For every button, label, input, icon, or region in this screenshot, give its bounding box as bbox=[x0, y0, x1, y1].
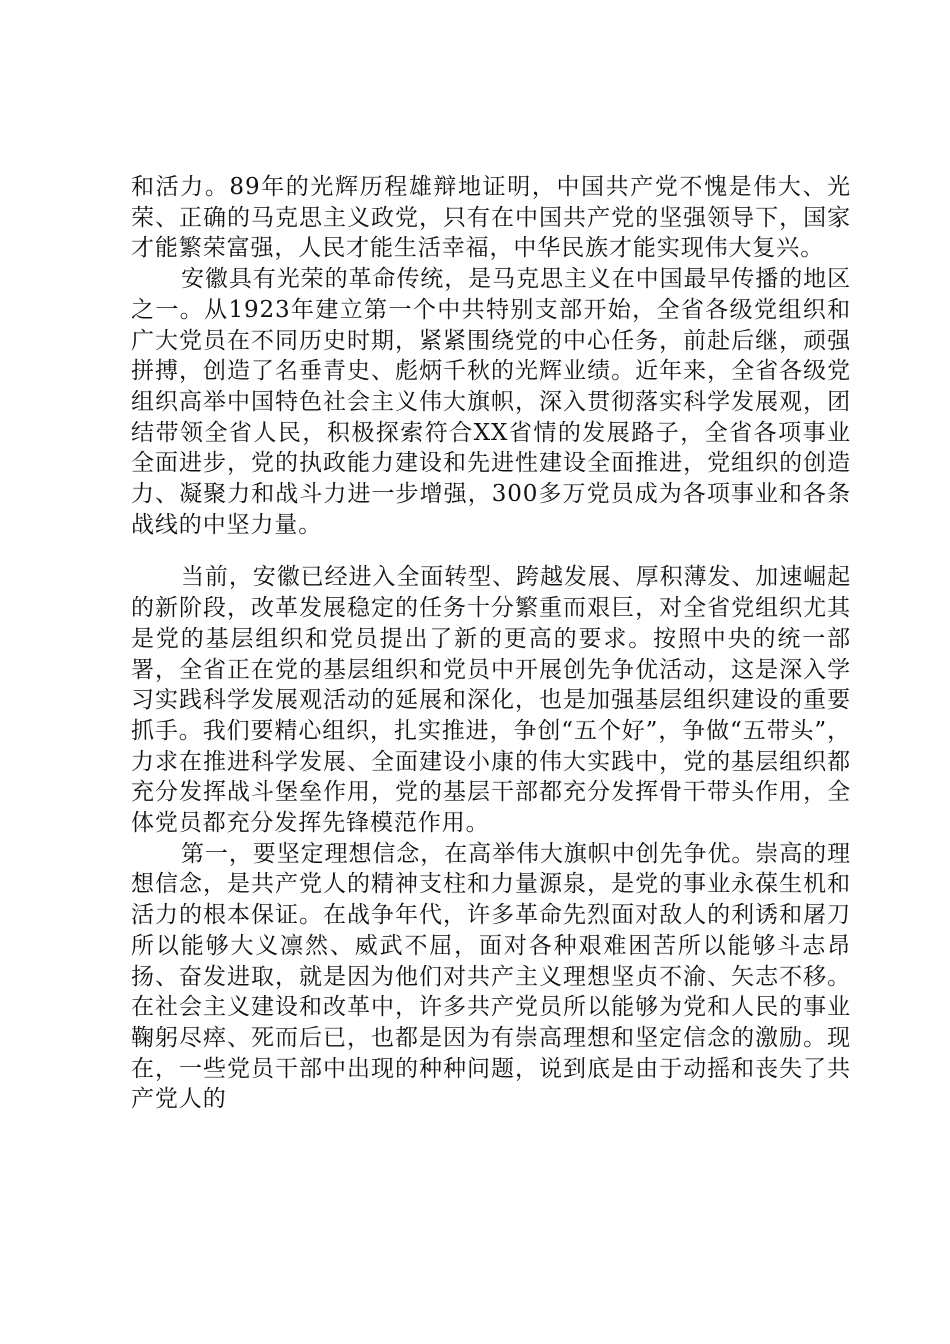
paragraph-1: 和活力。89年的光辉历程雄辩地证明，中国共产党不愧是伟大、光荣、正确的马克思主义政党，只有在中国共产党的坚强领导下，国家才能繁荣富强，人民才能生活幸福，中华民族才能实现伟大复兴。 bbox=[131, 174, 851, 262]
paragraph-spacer bbox=[131, 540, 851, 562]
paragraph-2: 安徽具有光荣的革命传统，是马克思主义在中国最早传播的地区之一。从1923年建立第一个中共特别支部开始，全省各级党组织和广大党员在不同历史时期，紧紧围绕党的中心任务，前赴后继，顽强拼搏，创造了名垂青史、彪炳千秋的光辉业绩。近年来，全省各级党组织高举中国特色社会主义伟大旗帜，深入贯彻落实科学发展观，团结带领全省人民，积极探索符合XX省情的发展路子，全省各项事业全面进步，党的执政能力建设和先进性建设全面推进，党组织的创造力、凝聚力和战斗力进一步增强，300多万党员成为各项事业和各条战线的中坚力量。 bbox=[131, 266, 851, 538]
paragraph-3: 当前，安徽已经进入全面转型、跨越发展、厚积薄发、加速崛起的新阶段，改革发展稳定的任务十分繁重而艰巨，对全省党组织尤其是党的基层组织和党员提出了新的更高的要求。按照中央的统一部署，全省正在党的基层组织和党员中开展创先争优活动，这是深入学习实践科学发展观活动的延展和深化，也是加强基层组织建设的重要抓手。我们要精心组织，扎实推进，争创“五个好”，争做“五带头”，力求在推进科学发展、全面建设小康的伟大实践中，党的基层组织都充分发挥战斗堡垒作用，党的基层干部都充分发挥骨干带头作用，全体党员都充分发挥先锋模范作用。 bbox=[131, 564, 851, 837]
document-body bbox=[131, 172, 851, 1115]
paragraph-4: 第一，要坚定理想信念，在高举伟大旗帜中创先争优。崇高的理想信念，是共产党人的精神支柱和力量源泉，是党的事业永葆生机和活力的根本保证。在战争年代，许多革命先烈面对敌人的利诱和屠刀所以能够大义凛然、威武不屈，面对各种艰难困苦所以能够斗志昂扬、奋发进取，就是因为他们对共产主义理想坚贞不渝、矢志不移。在社会主义建设和改革中，许多共产党员所以能够为党和人民的事业鞠躬尽瘁、死而后已，也都是因为有崇高理想和坚定信念的激励。现在，一些党员干部中出现的种种问题，说到底是由于动摇和丧失了共产党人的 bbox=[131, 840, 851, 1113]
